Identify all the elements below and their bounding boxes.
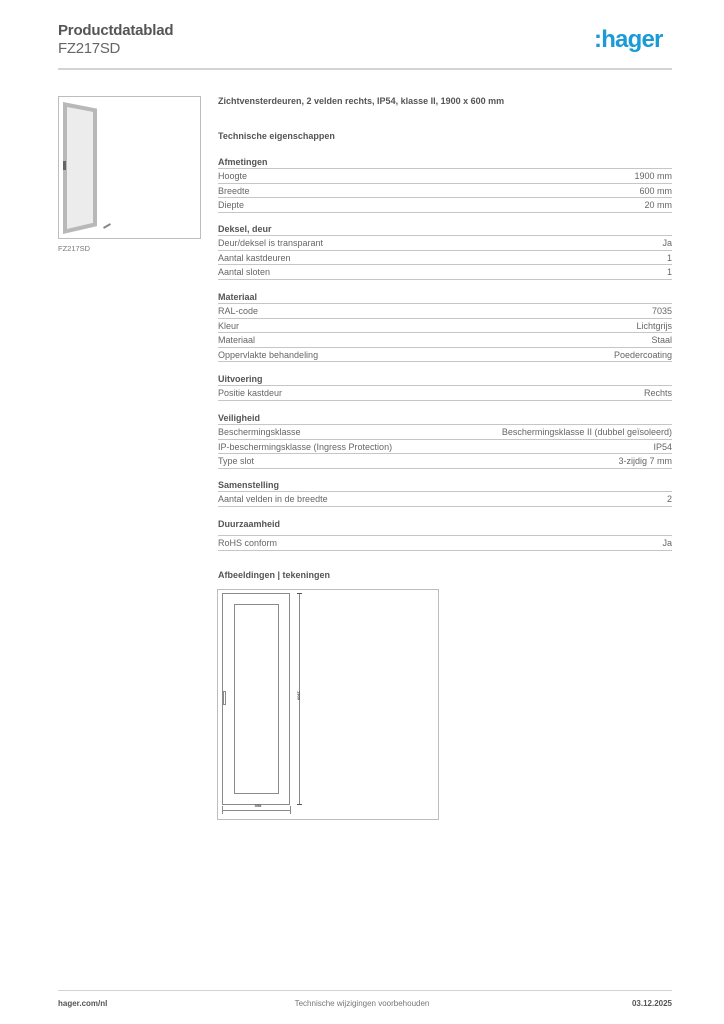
row-label: Beschermingsklasse: [218, 427, 301, 437]
row-value: 2: [666, 494, 672, 504]
row-value: 20 mm: [644, 200, 672, 210]
table-row: [218, 492, 672, 507]
hager-logo: :hager: [594, 26, 663, 53]
section-title: Uitvoering: [218, 373, 672, 386]
section-title: Veiligheid: [218, 412, 672, 425]
footer-divider: [58, 990, 672, 991]
width-extension-line: [290, 806, 291, 814]
row-label: Hoogte: [218, 171, 248, 181]
table-row: [218, 184, 672, 199]
table-row: [218, 198, 672, 213]
technical-properties-title: Technische eigenschappen: [218, 131, 335, 141]
row-label: Positie kastdeur: [218, 388, 283, 398]
height-dimension-label: 1900: [296, 691, 302, 700]
row-value: Rechts: [643, 388, 672, 398]
technical-drawing: [217, 589, 439, 820]
row-value: Beschermingsklasse II (dubbel geïsoleerd): [501, 427, 672, 437]
dimension-arrow-icon: [297, 804, 302, 805]
width-dimension-line: [223, 810, 290, 811]
row-label: Kleur: [218, 320, 240, 331]
row-label: Deur/deksel is transparant: [218, 238, 324, 248]
row-label: Oppervlakte behandeling: [218, 349, 319, 360]
product-code: FZ217SD: [58, 40, 121, 57]
table-row: [218, 319, 672, 334]
product-thumbnail: [58, 96, 201, 239]
header-divider: [58, 68, 672, 70]
row-label: Aantal velden in de breedte: [218, 494, 328, 504]
row-label: Type slot: [218, 456, 255, 466]
section-veiligheid: [218, 412, 672, 469]
drawing-glass-outline: [234, 604, 279, 794]
width-dimension-label: 598: [254, 803, 262, 808]
table-row: [218, 333, 672, 348]
images-section-title: Afbeeldingen | tekeningen: [218, 570, 331, 580]
row-value: 7035: [651, 306, 672, 316]
row-value: Ja: [662, 238, 672, 248]
row-label: Aantal kastdeuren: [218, 252, 291, 263]
row-label: Breedte: [218, 185, 250, 196]
row-value: Lichtgrijs: [636, 320, 672, 331]
footer-disclaimer: Technische wijzigingen voorbehouden: [294, 999, 430, 1008]
row-value: Staal: [651, 335, 672, 345]
row-label: RoHS conform: [218, 538, 278, 548]
product-description: Zichtvensterdeuren, 2 velden rechts, IP54, klasse II, 1900 x 600 mm: [218, 96, 505, 106]
drawing-door-outline: [222, 593, 290, 805]
table-row: [218, 251, 672, 266]
door-glass-image: [67, 107, 93, 229]
table-row: [218, 454, 672, 469]
section-title: Materiaal: [218, 291, 672, 304]
document-title: Productdatablad: [58, 22, 174, 39]
table-row: [218, 265, 672, 280]
section-title: Deksel, deur: [218, 223, 672, 236]
row-label: Diepte: [218, 200, 245, 210]
drawing-handle: [223, 691, 226, 705]
row-value: Ja: [662, 538, 672, 548]
row-label: Materiaal: [218, 335, 256, 345]
table-row: [218, 386, 672, 401]
section-afmetingen: [218, 156, 672, 213]
key-icon: [103, 223, 111, 229]
table-row: [218, 304, 672, 319]
row-label: RAL-code: [218, 306, 259, 316]
table-row: [218, 536, 672, 551]
row-label: IP-beschermingsklasse (Ingress Protection): [218, 441, 393, 452]
section-title: Samenstelling: [218, 479, 672, 492]
section-title: Duurzaamheid: [218, 518, 672, 536]
row-value: 3-zijdig 7 mm: [618, 456, 672, 466]
row-value: Poedercoating: [613, 349, 672, 360]
section-materiaal: [218, 291, 672, 362]
section-deksel-deur: [218, 223, 672, 280]
door-handle-image: [63, 161, 66, 170]
table-row: [218, 169, 672, 184]
section-uitvoering: [218, 373, 672, 401]
row-value: 1: [666, 252, 672, 263]
table-row: [218, 348, 672, 363]
row-value: 1900 mm: [634, 171, 672, 181]
table-row: [218, 236, 672, 251]
row-value: IP54: [653, 441, 672, 452]
footer-website-link[interactable]: hager.com/nl: [58, 999, 108, 1008]
row-value: 600 mm: [639, 185, 672, 196]
section-samenstelling: [218, 479, 672, 507]
table-row: [218, 440, 672, 455]
dimension-arrow-icon: [297, 593, 302, 594]
footer-date: 03.12.2025: [631, 999, 672, 1008]
table-row: [218, 425, 672, 440]
thumbnail-caption: FZ217SD: [58, 244, 91, 253]
row-label: Aantal sloten: [218, 267, 271, 277]
section-duurzaamheid: [218, 518, 672, 551]
section-title: Afmetingen: [218, 156, 672, 169]
row-value: 1: [666, 267, 672, 277]
